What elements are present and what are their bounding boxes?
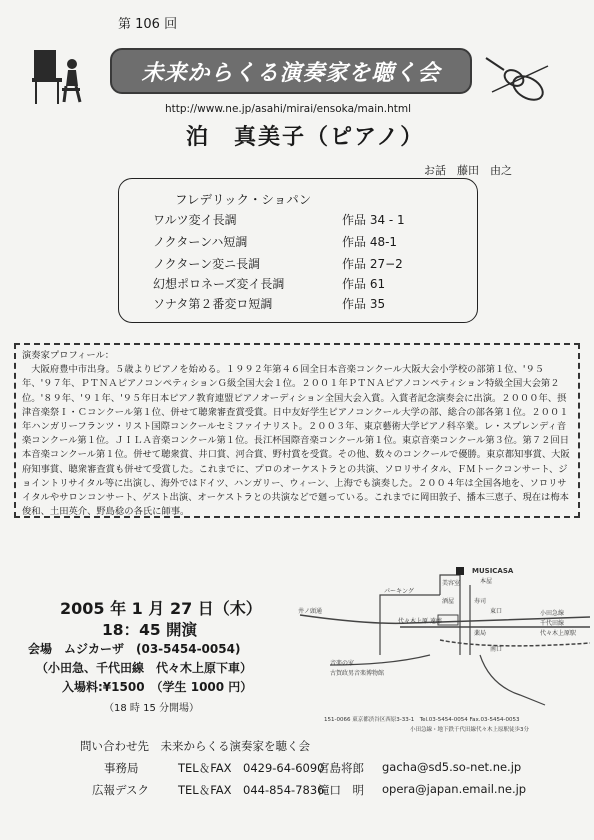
event-access: （小田急、千代田線 代々木上原下車） [36, 661, 253, 675]
program-opus: 作品 27−2 [342, 257, 403, 271]
website-url[interactable]: http://www.ne.jp/asahi/mirai/ensoka/main.html [165, 103, 412, 115]
event-date: 2005 年 1 月 27 日（木） [60, 599, 262, 618]
event-time: 18：45 開演 [102, 621, 198, 639]
map-label: 南口 [490, 646, 503, 653]
map-label: 薬局 [474, 630, 487, 637]
pianist-illustration [28, 40, 90, 110]
map-address: 151-0066 東京都渋谷区西原3-33-1 Tel.03-5454-0054 Fax.03-5454-0053 [324, 717, 520, 723]
map-label: 井ノ頭通 [298, 608, 323, 615]
contact-heading: 問い合わせ先 未来からくる演奏家を聴く会 [80, 739, 310, 753]
program-opus: 作品 35 [342, 297, 386, 311]
map-label: パーキング [384, 588, 414, 595]
program-piece: ノクターンハ短調 [153, 235, 248, 249]
program-opus: 作品 61 [342, 277, 386, 291]
performer-title: 泊 真美子（ピアノ） [186, 125, 425, 150]
contact-tel: TEL＆FAX 044-854-7836 [178, 783, 325, 797]
map-label: 本屋 [480, 578, 493, 585]
talk-host: お話 藤田 由之 [424, 164, 512, 177]
map-label: 音楽の家 [330, 660, 355, 667]
series-banner [110, 48, 472, 94]
issue-number: 第 106 回 [118, 17, 178, 32]
map-label: 代々木上原駅 [540, 630, 577, 637]
program-piece: 幻想ポロネーズ変イ長調 [153, 277, 285, 291]
contact-email[interactable]: gacha@sd5.so-net.ne.jp [382, 760, 522, 774]
program-piece: ワルツ変イ長調 [153, 213, 237, 227]
contact-email[interactable]: opera@japan.email.ne.jp [382, 782, 527, 796]
program-opus: 作品 48-1 [342, 235, 398, 249]
contact-name: 宮島将郎 [318, 761, 364, 775]
map-label: 寿司 [474, 598, 487, 605]
map-label: 東口 [490, 608, 503, 615]
profile-heading: 演奏家プロフィール： [22, 350, 115, 361]
program-opus: 作品 34 - 1 [342, 213, 405, 227]
map-label: 代々木上原 [398, 618, 429, 625]
event-doors-open: （18 時 15 分開場） [104, 703, 199, 714]
musicasa-marker [456, 567, 464, 575]
performer-profile [14, 343, 580, 518]
map-access-note: 小田急線・地下鉄千代田線代々木上原駅徒歩3分 [410, 727, 530, 733]
program-piece: ソナタ第２番変ロ短調 [153, 297, 273, 311]
map-label: 小田急線 [540, 610, 565, 617]
contact-name: 滝口 明 [318, 783, 364, 797]
venue-map [290, 555, 590, 740]
map-label: 遠藤 [430, 618, 443, 625]
contact-label: 広報デスク [92, 783, 150, 797]
profile-body: 大阪府豊中市出身。５歳よりピアノを始める。１９９２年第４６回全日本音楽コンクール大阪大会小学校の部第１位、'９５年、'９７年、ＰＴＮＡピアノコンペティションＧ級全国大会１位。２００１年ＰＴＮＡピアノコンペティション特級全国大会第２位。'８９年、'９１年、'９５年日本ピアノ教育連盟ピアノオーディション全国大会入賞。入賞者記念演奏会に出演。２０００年、摂津音楽祭Ｉ・Ｃコンクール第１位、併せて聴衆審査賞受賞。日中友好学生ピアノコンクール大学の部、総合の部各第１位。２００１年ハンガリーフランツ・リスト国際コンクールセミファイナリスト。２００３年、東京藝術大学ピアノ科卒業。レ・スプレンディ音楽コンクール第１位。ＪＩＬＡ音楽コンクール第１位。長江杯国際音楽コンクール第１位。東京音楽コンクール第３位。第７２回日本音楽コンクール第１位。併せて聴衆賞、井口賞、河合賞、野村賞を受賞。その他、数々のコンクールで優勝。東京都知事賞、大阪府知事賞、聴衆審査賞も併せて受賞した。これまでに、プロのオーケストラとの共演、ソロリサイタル、ＦＭトークコンサート、ジョイントリサイタル等に出演し、海外ではドイツ、ハンガリー、ウィーン、上海でも演奏した。２００４年は全国各地を、ソロリサイタルやサロンコンサート、ゲスト出演、オーケストラとの共演などで廻っている。これまでに岡田敦子、播本三恵子、現在は梅本俊和、土田英介、野島稔の各氏に師事。 [22, 364, 570, 518]
map-label-musicasa: MUSICASA [472, 567, 514, 575]
map-label: 酒屋 [442, 598, 455, 605]
contact-tel: TEL＆FAX 0429-64-6090 [178, 761, 325, 775]
map-label: 千代田線 [540, 620, 565, 627]
map-label: 美容室 [442, 580, 461, 587]
contact-label: 事務局 [104, 761, 139, 775]
map-label: 古賀政男音楽博物館 [330, 670, 385, 677]
banner-title: 未来からくる演奏家を聴く会 [141, 60, 441, 86]
event-venue: 会場 ムジカーザ (03-5454-0054) [28, 642, 241, 656]
program-piece: ノクターン変ニ長調 [153, 257, 261, 271]
composer-name: フレデリック・ショパン [175, 192, 312, 207]
violin-illustration [482, 52, 554, 112]
event-fee: 入場料:¥1500 （学生 1000 円） [62, 680, 253, 694]
